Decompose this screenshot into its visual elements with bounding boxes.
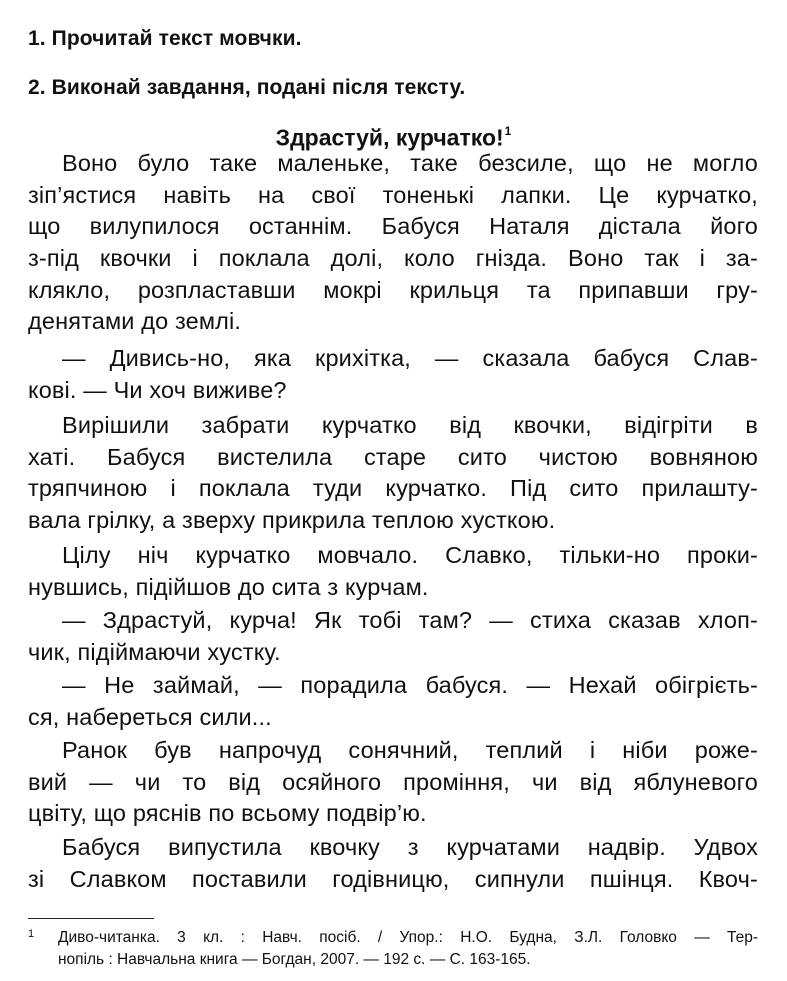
text-line: ся, набереться сили...: [28, 703, 272, 730]
text-line: Воно було таке маленьке, таке безсиле, що не могло: [62, 150, 758, 176]
paragraph-7: [28, 735, 758, 830]
paragraph-1: [28, 148, 758, 338]
footnote: [28, 927, 758, 971]
paragraph-5: [28, 605, 758, 668]
text-line: вий — чи то від осяйного проміння, чи від яблуневого: [28, 768, 758, 795]
text-line: Вирішили забрати курчатко від квочки, відігріти в: [62, 412, 758, 438]
paragraph-8: [28, 832, 758, 895]
text-line: — Здрастуй, курча! Як тобі там? — стиха сказав хлоп-: [62, 607, 758, 633]
story-title-text: Здрастуй, курчатко!: [275, 124, 504, 151]
text-line: клякло, розпластавши мокрі крильця та припавши гру-: [28, 276, 758, 303]
text-line: цвіту, що ряснів по всьому подвір’ю.: [28, 800, 427, 827]
text-line: зіп’ястися навіть на свої тоненькі лапки. Це курчатко,: [28, 181, 758, 208]
footnote-mark: 1: [28, 928, 35, 940]
text-line: кові. — Чи хоч виживе?: [28, 376, 287, 403]
footnote-line: нопіль : Навчальна книга — Богдан, 2007. — 192 с. — С. 163-165.: [58, 951, 531, 968]
paragraph-4: [28, 540, 758, 603]
text-line: — Не займай, — порадила бабуся. — Нехай обігрієть-: [62, 672, 758, 698]
text-line: зі Славком поставили годівницю, сипнули пшінця. Квоч-: [28, 865, 758, 892]
text-line: — Дивись-но, яка крихітка, — сказала бабуся Слав-: [62, 345, 758, 371]
task-instruction-1: 1. Прочитай текст мовчки.: [28, 27, 302, 50]
task-instruction-2: 2. Виконай завдання, подані після тексту.: [28, 76, 466, 99]
paragraph-2: [28, 343, 758, 406]
paragraph-6: [28, 670, 758, 733]
paragraph-3: [28, 410, 758, 537]
text-line: хаті. Бабуся вистелила старе сито чистою вовняною: [28, 443, 758, 470]
footnote-divider: [28, 918, 154, 919]
text-line: нувшись, підійшов до сита з курчам.: [28, 573, 429, 600]
text-line: чик, підіймаючи хустку.: [28, 638, 281, 665]
text-line: з-під квочки і поклала долі, коло гнізда. Воно так і за-: [28, 245, 758, 272]
footnote-line: Диво-читанка. 3 кл. : Навч. посіб. / Упор.: Н.О. Будна, З.Л. Головко — Тер-: [58, 929, 758, 946]
text-line: що вилупилося останнім. Бабуся Наталя дістала його: [28, 213, 758, 240]
text-line: Бабуся випустила квочку з курчатами надвір. Удвох: [62, 834, 758, 860]
text-line: Цілу ніч курчатко мовчало. Славко, тільки-но проки-: [62, 542, 758, 568]
text-line: тряпчиною і поклала туди курчатко. Під сито прилашту-: [28, 475, 758, 502]
text-line: денятами до землі.: [28, 308, 242, 335]
text-line: вала грілку, а зверху прикрила теплою хусткою.: [28, 507, 556, 534]
title-footnote-mark: 1: [504, 124, 512, 138]
text-line: Ранок був напрочуд сонячний, теплий і ніби роже-: [62, 737, 758, 763]
